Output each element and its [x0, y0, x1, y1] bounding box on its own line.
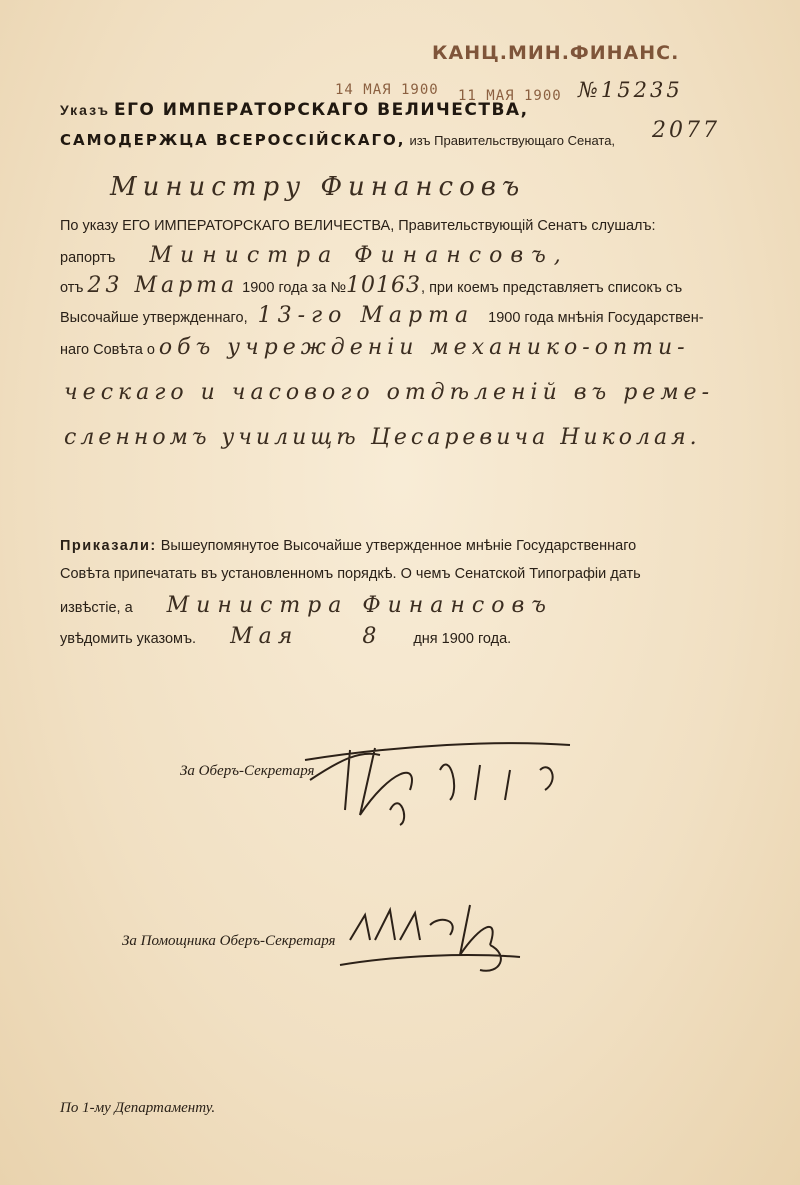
- order-day: 8: [362, 624, 380, 649]
- senate-origin: изъ Правительствующаго Сената,: [409, 133, 616, 148]
- report-date: 23 Марта: [87, 273, 239, 298]
- report-word: рапортъ: [60, 250, 116, 266]
- body-line-1: По указу ЕГО ИМПЕРАТОРСКАГО ВЕЛИЧЕСТВА, Правительствующій Сенатъ слушалъ:: [60, 218, 656, 234]
- body-line-3: [60, 273, 682, 298]
- emperor-title: ЕГО ИМПЕРАТОРСКАГО ВЕЛИЧЕСТВА,: [113, 100, 529, 120]
- subject-line-2: ческаго и часового отдѣленій въ реме-: [64, 380, 715, 405]
- report-author: Министра Финансовъ,: [149, 243, 569, 268]
- notice-recipient: Министра Финансовъ: [166, 593, 553, 618]
- subject-line-3: сленномъ училищѣ Цесаревича Николая.: [64, 425, 701, 450]
- list-statement: , при коемъ представляетъ списокъ съ: [421, 280, 683, 296]
- order-line-3: [60, 593, 553, 618]
- approved-text: Высочайше утвержденнаго,: [60, 310, 248, 326]
- order-text-1: Вышеупомянутое Высочайше утвержденное мнѣніе Государственнаго: [160, 538, 637, 554]
- body-line-2: [60, 243, 569, 268]
- assistant-secretary-label: За Помощника Оберъ-Секретаря: [122, 933, 336, 949]
- report-number: 10163: [346, 273, 422, 298]
- order-year: дня 1900 года.: [413, 631, 512, 647]
- body-line-4: [60, 303, 704, 328]
- notice-text: извѣстіе, а: [60, 600, 133, 616]
- autocrat-title: САМОДЕРЖЦА ВСЕРОССІЙСКАГО,: [60, 131, 406, 149]
- body-line-5: [60, 335, 690, 360]
- addressee: Министру Финансовъ: [110, 172, 526, 202]
- header-line-2: [60, 131, 615, 150]
- order-month: Мая: [230, 624, 299, 649]
- year-number-label: 1900 года за №: [242, 280, 347, 296]
- council-about: наго Совѣта о: [60, 342, 155, 358]
- outgoing-number: 2077: [652, 118, 720, 143]
- notify-text: увѣдомить указомъ.: [60, 631, 197, 647]
- ukaz-word: Указъ: [60, 102, 110, 118]
- ober-secretary-label: За Оберъ-Секретаря: [180, 763, 315, 779]
- date-stamp-2: 11 МАЯ 1900: [458, 88, 562, 104]
- council-opinion: 1900 года мнѣнія Государствен-: [488, 310, 704, 326]
- ober-secretary-signature: [300, 730, 600, 830]
- from-word: отъ: [60, 280, 84, 296]
- department-label: По 1-му Департаменту.: [60, 1100, 216, 1116]
- header-line-1: [60, 100, 529, 120]
- approval-date: 13-го Марта: [257, 303, 475, 328]
- subject-line-1: объ учрежденіи механико-опти-: [158, 335, 690, 360]
- incoming-number: №15235: [578, 78, 683, 102]
- date-stamp-1: 14 МАЯ 1900: [335, 82, 439, 98]
- order-line-1: [60, 537, 636, 555]
- order-line-4: [60, 624, 511, 649]
- ordered-word: Приказали:: [60, 538, 157, 554]
- order-line-2: Совѣта припечатать въ установленномъ порядкѣ. О чемъ Сенатской Типографіи дать: [60, 566, 641, 582]
- ministry-stamp: КАНЦ.МИН.ФИНАНС.: [432, 42, 680, 64]
- assistant-secretary-signature: [340, 895, 540, 995]
